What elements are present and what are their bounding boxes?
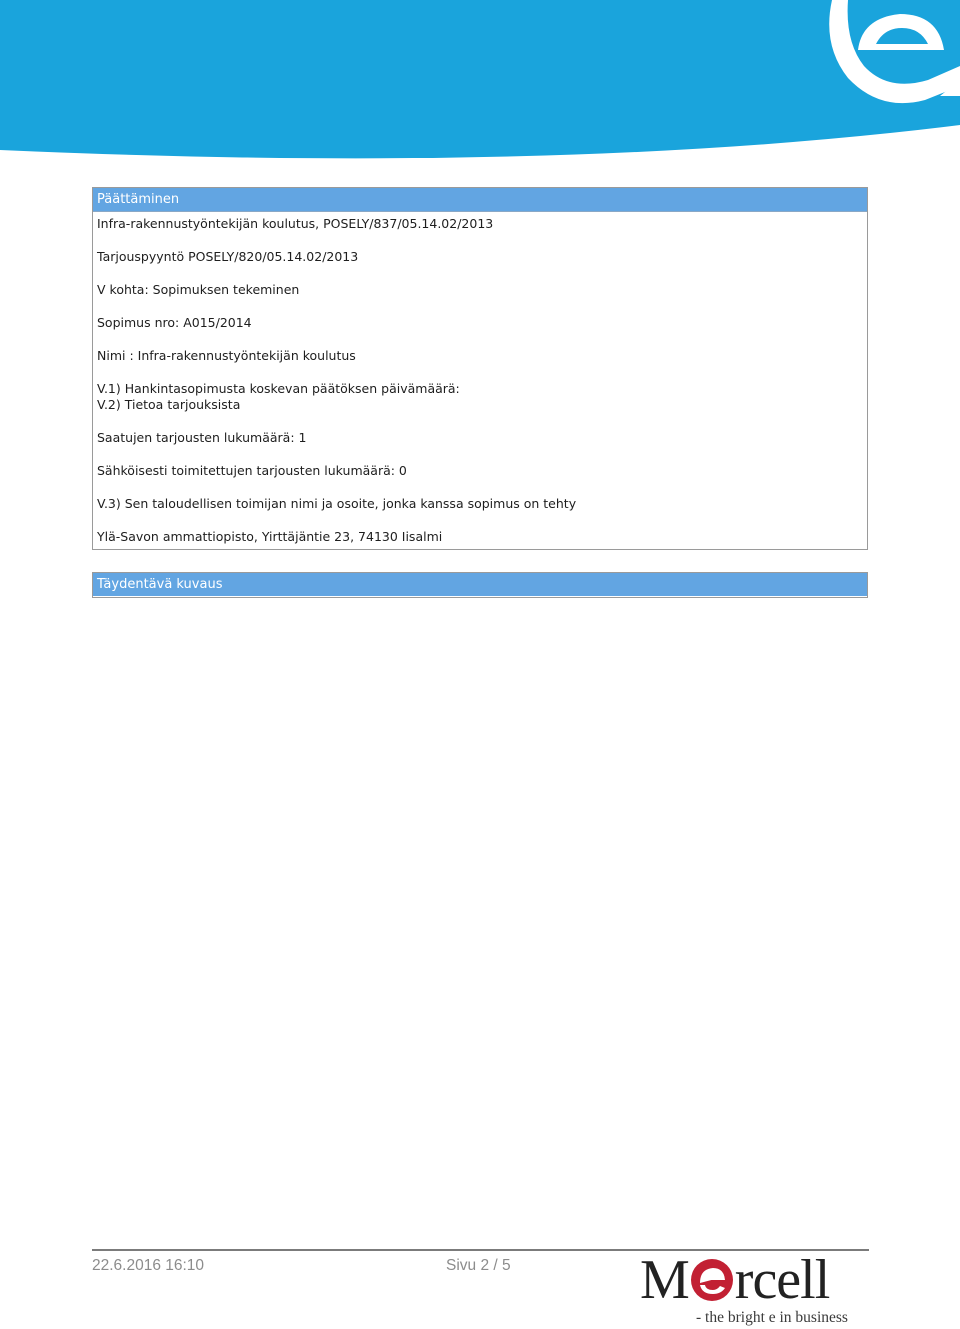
training-reference: Infra-rakennustyöntekijän koulutus, POSELY/837/05.14.02/2013 [97, 216, 494, 231]
contractor-heading: V.3) Sen taloudellisen toimijan nimi ja osoite, jonka kanssa sopimus on tehty [97, 496, 577, 511]
decision-section [92, 187, 868, 550]
mercell-logo [640, 1249, 870, 1328]
logo-letters-rcell: rcell [734, 1249, 830, 1311]
tenders-received-count: Saatujen tarjousten lukumäärä: 1 [97, 430, 307, 445]
header-banner [0, 0, 960, 162]
section-v-heading: V kohta: Sopimuksen tekeminen [97, 282, 300, 297]
tender-request-reference: Tarjouspyyntö POSELY/820/05.14.02/2013 [97, 249, 359, 264]
contractor-name-address: Ylä-Savon ammattiopisto, Yirttäjäntie 23, 74130 Iisalmi [97, 529, 443, 544]
supplementary-section-title: Täydentävä kuvaus [93, 573, 867, 596]
decision-section-title: Päättäminen [93, 188, 867, 212]
contract-number: Sopimus nro: A015/2014 [97, 315, 252, 330]
logo-tagline: - the bright e in business [696, 1309, 848, 1326]
footer-page-number: Sivu 2 / 5 [446, 1257, 511, 1274]
decision-date-label: V.1) Hankintasopimusta koskevan päätöksen päivämäärä: [97, 381, 460, 396]
logo-letter-m: M [640, 1249, 689, 1311]
tenders-info-heading: V.2) Tietoa tarjouksista [97, 397, 241, 412]
supplementary-section [92, 572, 868, 598]
electronic-tenders-count: Sähköisesti toimitettujen tarjousten lukumäärä: 0 [97, 463, 407, 478]
contract-name: Nimi : Infra-rakennustyöntekijän koulutus [97, 348, 356, 363]
footer-datetime: 22.6.2016 16:10 [92, 1257, 205, 1274]
logo-e-mark-icon [690, 1258, 734, 1302]
logo-wordmark [640, 1249, 830, 1311]
